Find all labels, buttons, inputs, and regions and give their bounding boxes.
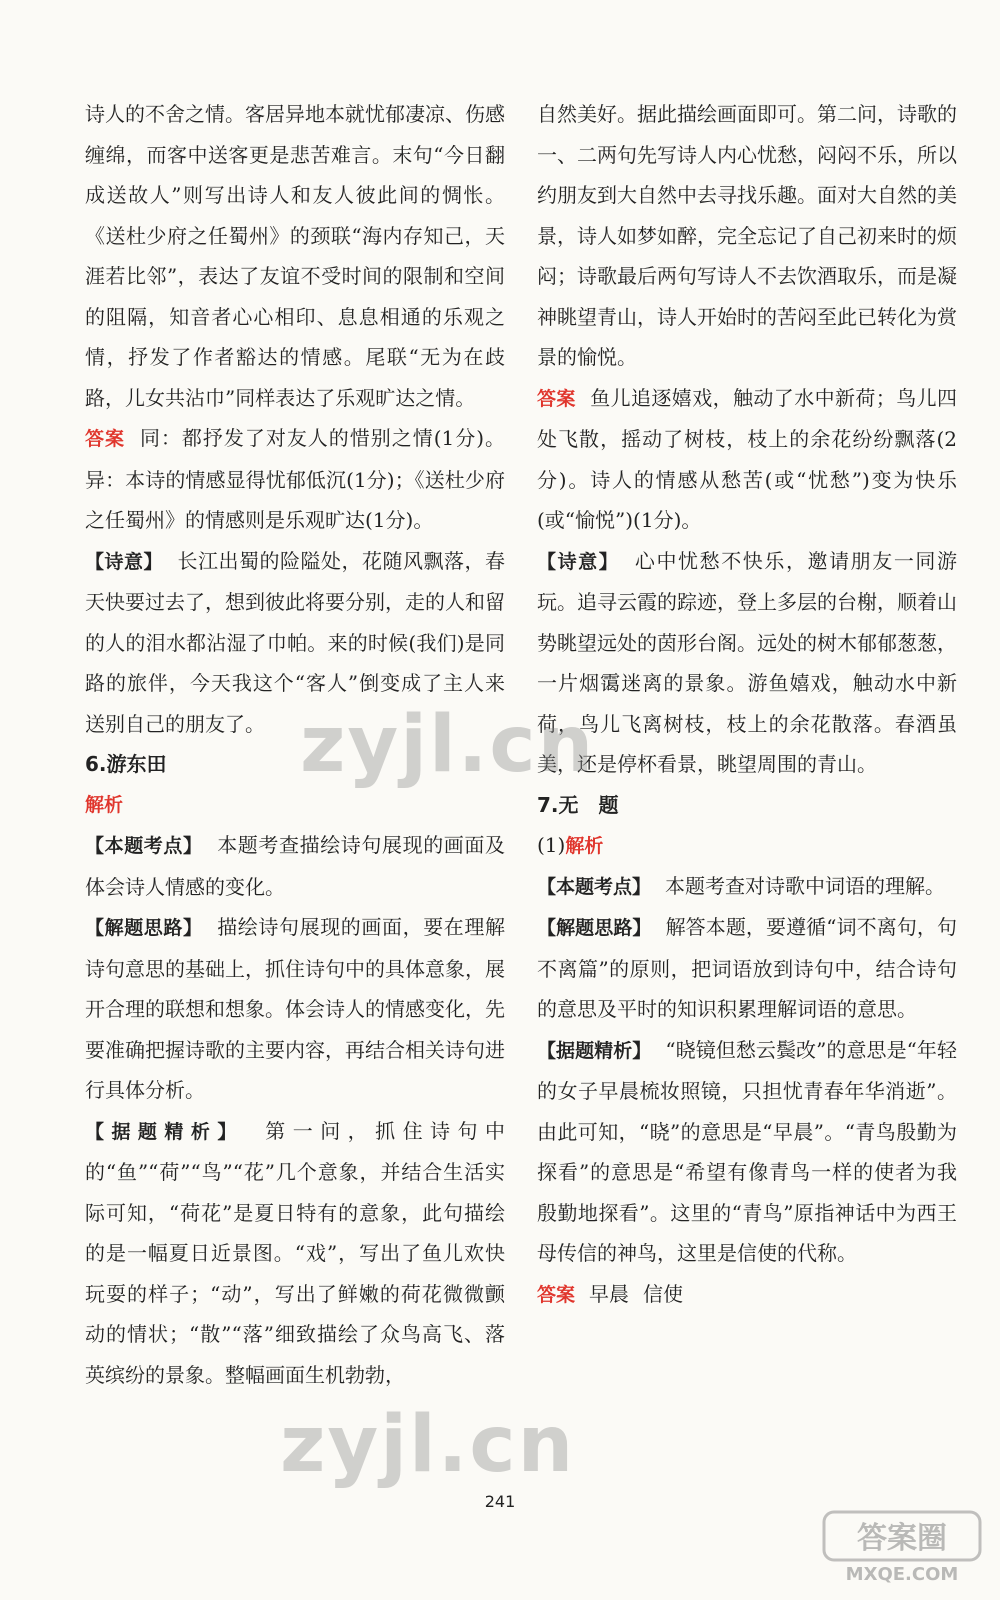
page-number: 241 [484,1492,516,1511]
answer-label: 答案 [537,1283,576,1306]
left-paragraph-1: 诗人的不舍之情。客居异地本就忧郁凄凉、伤感缠绵，而客中送客更是悲苦难言。末句“今日翻成送故人”则写出诗人和友人彼此间的惆怅。《送杜少府之任蜀州》的颈联“海内存知己，天涯若比邻”，表达了友谊不受时间的限制和空间的阻隔，知音者心心相印、息息相通的乐观之情，抒发了作者豁达的情感。尾联“无为在歧路，儿女共沾巾”同样表达了乐观旷达之情。 [85,102,505,410]
kaodian-text: 本题考查描绘诗句展现的画面及体会诗人情感的变化。 [85,833,505,899]
answer-label: 答案 [85,428,125,450]
shiyi-label: 【诗意】 [537,550,620,573]
answer-2-a: 早晨 [589,1281,630,1306]
left-jingxi [85,1111,505,1396]
svg-text:MXQE.COM: MXQE.COM [845,1564,959,1585]
left-silu [85,907,505,1111]
section-7-title: 无 题 [558,792,619,817]
answer-text: 同：都抒发了对友人的惜别之情(1分)。异：本诗的情感显得忧郁低沉(1分)；《送杜少府之任蜀州》的情感则是乐观旷达(1分)。 [85,426,505,532]
shiyi-text: 心中忧愁不快乐，邀请朋友一同游玩。追寻云霞的踪迹，登上多层的台榭，顺着山势眺望远处的茵形台阁。远处的树木郁郁葱葱，一片烟霭迷离的景象。游鱼嬉戏，触动水中新荷，鸟儿飞离树枝，枝上的余花散落。春酒虽美，还是停杯看景，眺望周围的青山。 [537,548,957,776]
answer-2-b: 信使 [643,1281,684,1306]
kaodian-text: 本题考查对诗歌中词语的理解。 [665,873,946,898]
right-kaodian [537,866,957,908]
right-column [537,94,957,1315]
jingxi-text: 第一问，抓住诗句中的“鱼”“荷”“鸟”“花”几个意象，并结合生活实际可知，“荷花”是夏日特有的意象，此句描绘的是一幅夏日近景图。“戏”，写出了鱼儿欢快玩耍的样子；“动”，写出了鲜嫩的荷花微微颤动的情状；“散”“落”细致描绘了众鸟高飞、落英缤纷的景象。整幅画面生机勃勃， [85,1118,505,1387]
jingxi-label: 【据题精析】 [537,1039,652,1062]
jingxi-text: “晓镜但愁云鬓改”的意思是“年轻的女子早晨梳妆照镜，只担忧青春年华消逝”。由此可知，“晓”的意思是“早晨”。“青鸟殷勤为探看”的意思是“希望有像青鸟一样的使者为我殷勤地探看”。这里的“青鸟”原指神话中为西王母传信的神鸟，这里是信使的代称。 [537,1037,957,1265]
sub-1-number: (1) [537,832,566,857]
shiyi-label: 【诗意】 [85,550,163,573]
section-7-sub-1 [537,825,957,866]
section-7-number: 7. [537,792,559,817]
corner-logo-icon [822,1508,982,1586]
section-7-heading [537,785,957,825]
right-answer [537,378,957,541]
watermark-text-2: zyjl.cn [280,1400,576,1490]
watermark-text: zyjl.cn [300,700,596,790]
right-answer-2 [537,1274,957,1316]
kaodian-label: 【本题考点】 [537,875,652,898]
silu-label: 【解题思路】 [85,917,203,939]
silu-text: 解答本题，要遵循“词不离句，句不离篇”的原则，把词语放到诗句中，结合诗句的意思及平时的知识积累理解词语的意思。 [537,915,957,1021]
silu-label: 【解题思路】 [537,917,652,939]
kaodian-label: 【本题考点】 [85,835,203,857]
silu-text: 描绘诗句展现的画面，要在理解诗句意思的基础上，抓住诗句中的具体意象，展开合理的联想和想象。体会诗人的情感变化，先要准确把握诗歌的主要内容，再结合相关诗句进行具体分析。 [85,915,505,1102]
answer-label: 答案 [537,387,576,410]
jingxi-label: 【据题精析】 [85,1120,244,1143]
right-paragraph-1: 自然美好。据此描绘画面即可。第二问，诗歌的一、二两句先写诗人内心忧愁，闷闷不乐，所以约朋友到大自然中去寻找乐趣。面对大自然的美景，诗人如梦如醉，完全忘记了自己初来时的烦闷；诗歌最后两句写诗人不去饮酒取乐，而是凝神眺望青山，诗人开始时的苦闷至此已转化为赏景的愉悦。 [537,102,957,369]
left-kaodian [85,825,505,907]
left-answer [85,418,505,541]
answer-text: 鱼儿追逐嬉戏，触动了水中新荷；鸟儿四处飞散，摇动了树枝，枝上的余花纷纷飘落(2分)。诗人的情感从愁苦(或“忧愁”)变为快乐(或“愉悦”)(1分)。 [537,385,957,532]
section-6-jiexi [85,784,505,825]
right-silu [537,907,957,1030]
svg-text:答案圈: 答案圈 [857,1521,947,1556]
section-6-number: 6. [85,752,107,776]
right-shiyi [537,541,957,785]
shiyi-text: 长江出蜀的险隘处，花随风飘落，春天快要过去了，想到彼此将要分别，走的人和留的人的泪水都沾湿了巾帕。来的时候(我们)是同路的旅伴，今天我这个“客人”倒变成了主人来送别自己的朋友了。 [85,548,505,736]
right-jingxi [537,1030,957,1274]
section-6-title: 游东田 [106,752,167,776]
jiexi-label: 解析 [85,794,124,816]
jiexi-label: 解析 [565,834,604,857]
